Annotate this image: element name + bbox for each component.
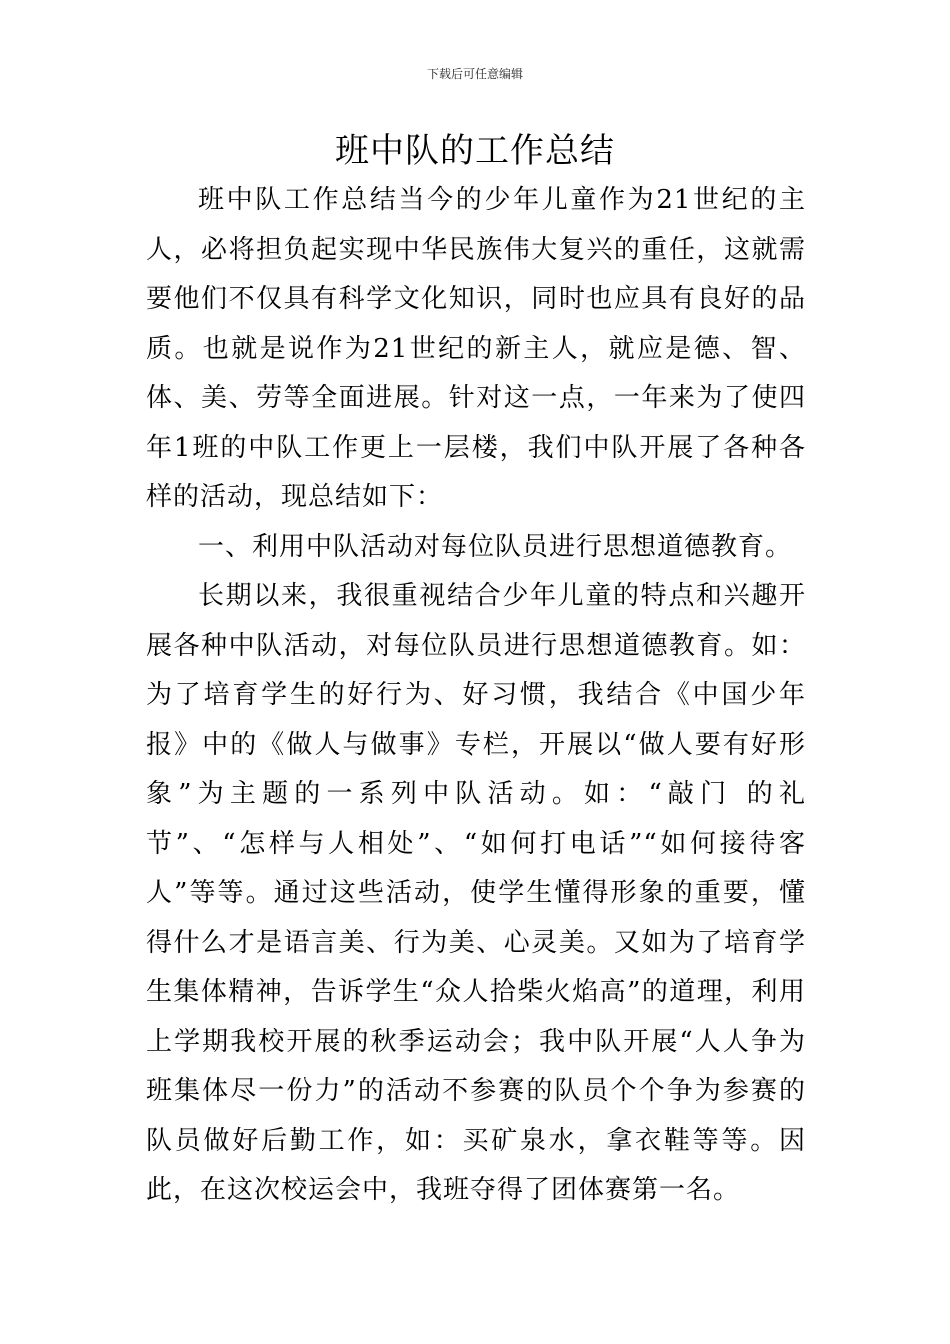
page-header-note: 下载后可任意编辑 [426,67,523,81]
section-1-paragraph: 长期以来，我很重视结合少年儿童的特点和兴趣开展各种中队活动，对每位队员进行思想道德教育。如：为了培育学生的好行为、好习惯，我结合《中国少年报》中的《做人与做事》专栏，开展以“做人要有好形象”为主题的一系列中队活动。如：“敲门 的礼节”、“怎样与人相处”、“如何打电话”“如何接待客人”等等。通过这些活动，使学生懂得形象的重要，懂得什么才是语言美、行为美、心灵美。又如为了培育学生集体精神，告诉学生“众人拾柴火焰高”的道理，利用上学期我校开展的秋季运动会；我中队开展“人人争为班集体尽一份力”的活动不参赛的队员个个争为参赛的队员做好后勤工作，如：买矿泉水，拿衣鞋等等。因此，在这次校运会中，我班夺得了团体赛第一名。 [146,581,806,1205]
document-body [146,176,806,1216]
document-title: 班中队的工作总结 [335,131,615,171]
intro-paragraph: 班中队工作总结当今的少年儿童作为21世纪的主人，必将担负起实现中华民族伟大复兴的重任，这就需要他们不仅具有科学文化知识，同时也应具有良好的品质。也就是说作为21世纪的新主人，就应是德、智、体、美、劳等全面进展。针对这一点，一年来为了使四年1班的中队工作更上一层楼，我们中队开展了各种各样的活动，现总结如下： [146,185,806,512]
section-heading-1: 一、利用中队活动对每位队员进行思想道德教育。 [198,531,793,562]
